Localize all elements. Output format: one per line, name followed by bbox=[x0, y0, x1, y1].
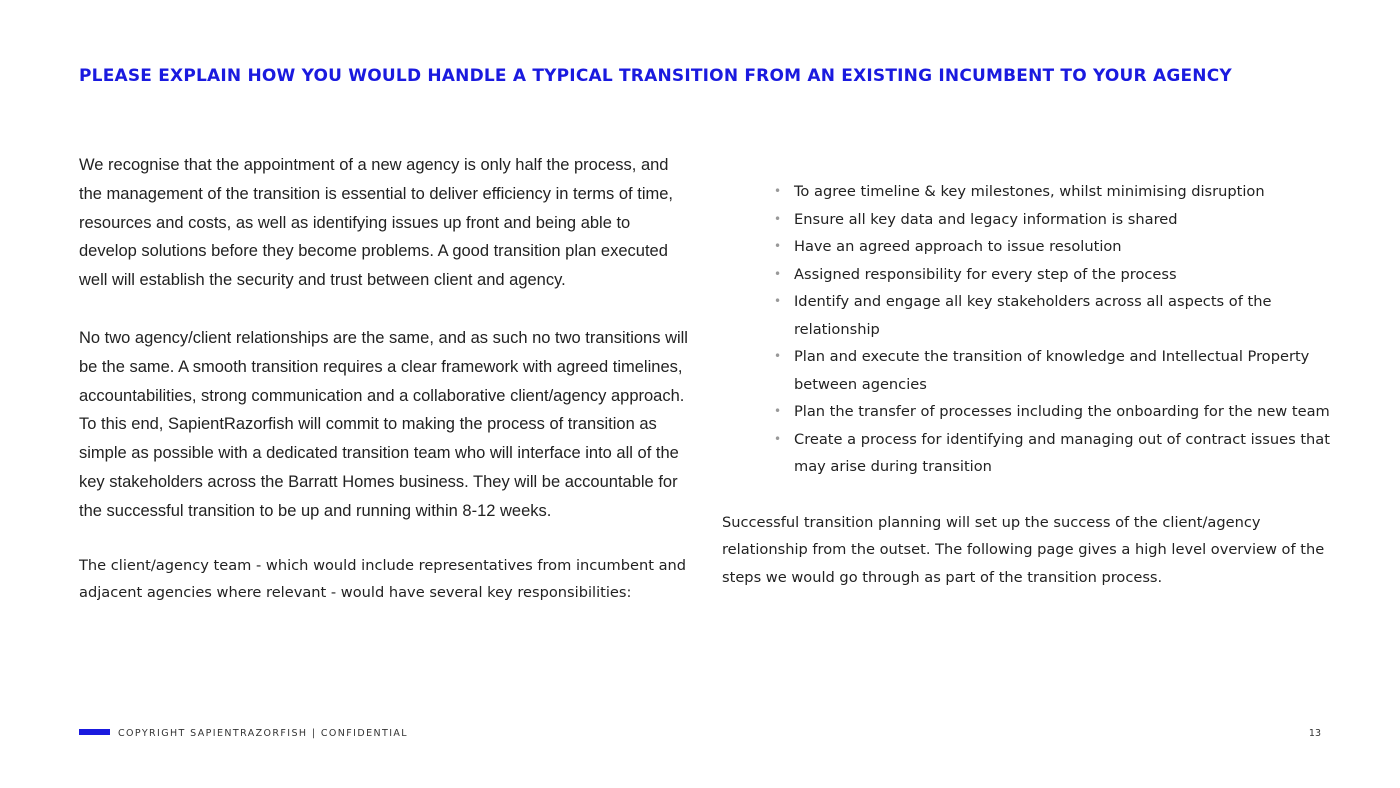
bullet-icon: • bbox=[774, 294, 782, 308]
list-item: • Plan and execute the transition of knowledge and Intellectual Property between agencies bbox=[772, 343, 1332, 398]
bullet-icon: • bbox=[774, 431, 782, 446]
left-column bbox=[79, 151, 689, 607]
closing-paragraph: Successful transition planning will set up the success of the client/agency relationship from the outset. The following page gives a high level overview of the steps we would go through as part of the transition process. bbox=[722, 513, 1325, 586]
page-number: 13 bbox=[1308, 728, 1321, 739]
page-title: PLEASE EXPLAIN HOW YOU WOULD HANDLE A TYPICAL TRANSITION FROM AN EXISTING INCUMBENT TO YOUR AGENCY bbox=[79, 66, 1232, 86]
footer-copyright: COPYRIGHT SAPIENTRAZORFISH | CONFIDENTIAL bbox=[118, 728, 408, 739]
responsibilities-list bbox=[772, 178, 1332, 481]
list-item: • Ensure all key data and legacy information is shared bbox=[772, 206, 1332, 234]
footer-accent-bar bbox=[79, 729, 110, 735]
list-item: • Plan the transfer of processes including the onboarding for the new team bbox=[772, 398, 1332, 426]
intro-paragraph: We recognise that the appointment of a new agency is only half the process, and the management of the transition is essential to deliver efficiency in terms of time, resources and costs, as well as identifying issues up front and being able to develop solutions before they become problems. A good transition plan executed well will establish the security and trust between client and agency. bbox=[79, 156, 673, 290]
bullet-icon: • bbox=[774, 266, 782, 281]
bullet-icon: • bbox=[774, 184, 782, 198]
list-item: • Have an agreed approach to issue resolution bbox=[772, 233, 1332, 261]
responsibilities-paragraph: The client/agency team - which would include representatives from incumbent and adjacent agencies where relevant - would have several key responsibilities: bbox=[79, 556, 687, 602]
bullet-icon: • bbox=[774, 211, 782, 226]
bullet-icon: • bbox=[774, 239, 782, 253]
list-item: • Assigned responsibility for every step of the process bbox=[772, 261, 1332, 289]
right-column bbox=[722, 178, 1332, 591]
bullet-icon: • bbox=[774, 404, 782, 418]
list-item: • Create a process for identifying and managing out of contract issues that may arise during transition bbox=[772, 426, 1332, 481]
bullet-icon: • bbox=[774, 349, 782, 363]
approach-paragraph: No two agency/client relationships are the same, and as such no two transitions will be the same. A smooth transition requires a clear framework with agreed timelines, accountabilities, strong communication and a collaborative client/agency approach. To this end, SapientRazorfish will commit to making the process of transition as simple as possible with a dedicated transition team who will interface into all of the key stakeholders across the Barratt Homes business. They will be accountable for the successful transition to be up and running within 8-12 weeks. bbox=[79, 328, 688, 520]
list-item: • Identify and engage all key stakeholders across all aspects of the relationship bbox=[772, 288, 1332, 343]
list-item: • To agree timeline & key milestones, whilst minimising disruption bbox=[772, 178, 1332, 206]
